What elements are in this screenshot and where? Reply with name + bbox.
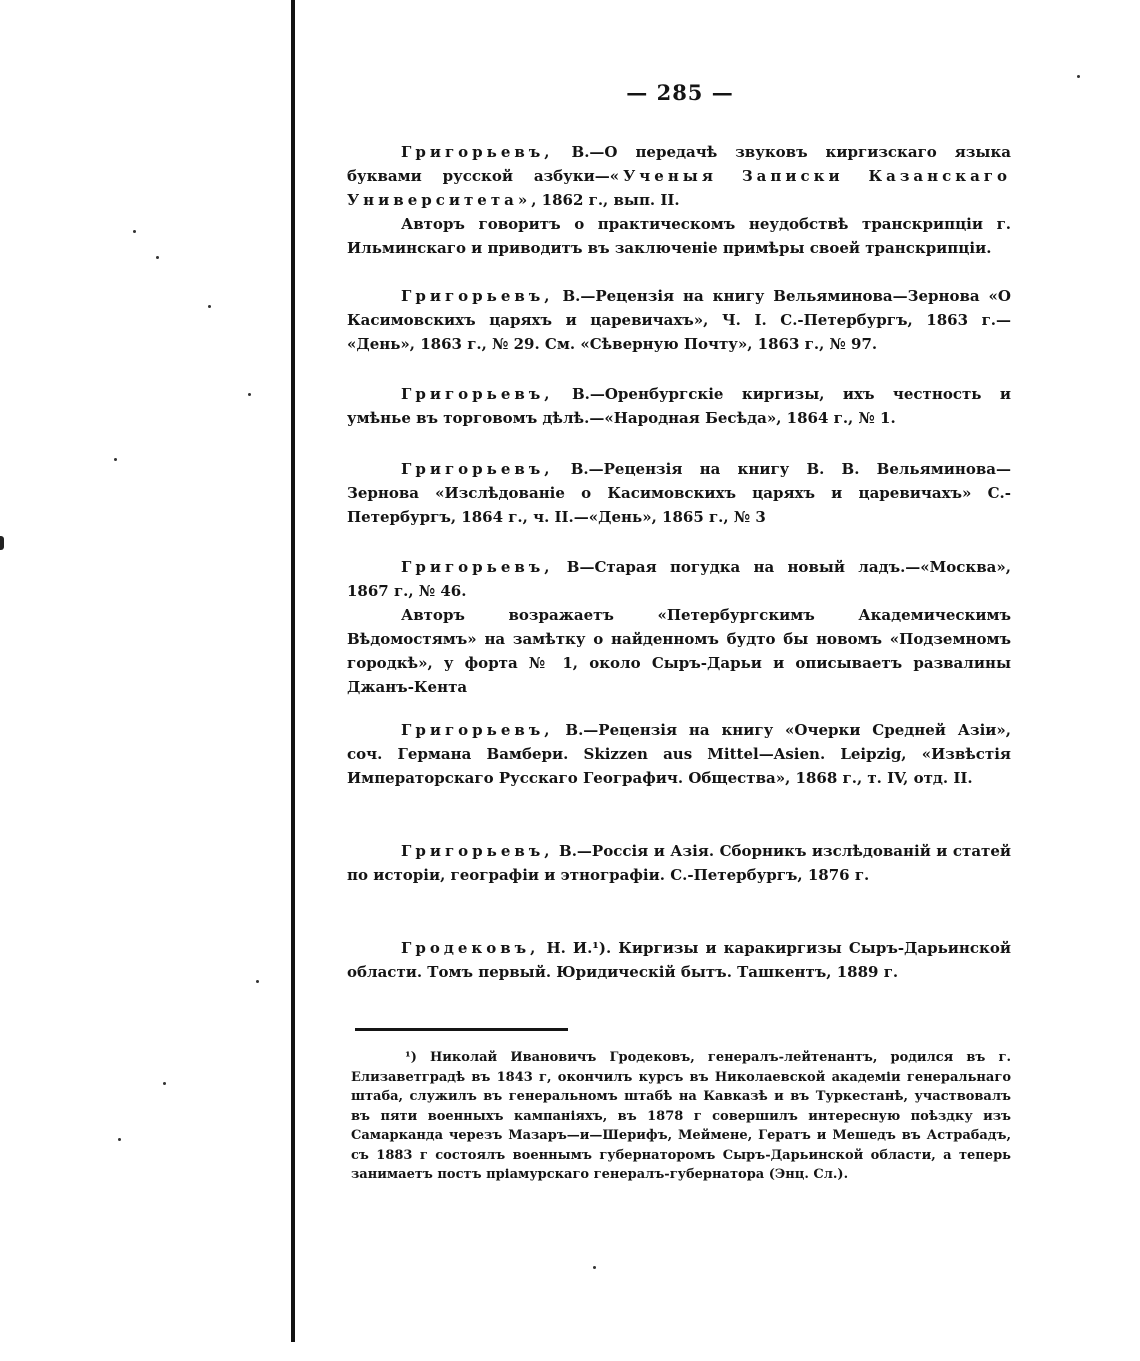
bibliography-entry [347,839,1011,887]
entry-author: Григорьевъ, [401,721,554,739]
scan-speck [163,1082,166,1085]
scan-speck [593,1266,596,1269]
bibliography-entry [347,140,1011,260]
bibliography-entry [347,382,1011,430]
page-gutter-line [291,0,295,1342]
entry-author: Григорьевъ, [401,287,554,305]
page-number: — 285 — [626,80,734,105]
bibliography-entry [347,555,1011,699]
bibliography-entry [347,284,1011,356]
scan-edge-mark [0,536,4,550]
entry-text: Н. И.¹). Киргизы и каракиргизы Сыръ-Дарьинской области. Томъ первый. Юридическій бытъ. Ташкентъ, 1889 г. [347,939,1011,981]
entry-author: Григорьевъ, [401,143,554,161]
scan-speck [118,1138,121,1141]
entry-author: Григорьевъ, [401,460,554,478]
footnote-text: Николай Ивановичъ Гродековъ, генералъ-лейтенантъ, родился въ г. Елизаветградѣ въ 1843 г, окончилъ курсъ въ Николаевской академіи генеральнаго штаба, служилъ въ генеральномъ штабѣ на Кавказѣ и въ Туркестанѣ, участвовалъ въ пяти военныхъ кампаніяхъ, въ 1878 г совершилъ интересную поѣздку изъ Самарканда черезъ Мазаръ—и—Шерифъ, Меймене, Гератъ и Мешедъ въ Астрабадъ, съ 1883 г состоялъ военнымъ губернаторомъ Сыръ-Дарьинской области, а теперь занимаетъ постъ пріамурскаго генералъ-губернатора (Энц. Сл.). [351,1050,1011,1182]
footnote-rule [355,1028,568,1031]
entry-note: Авторъ возражаетъ «Петербургскимъ Академическимъ Вѣдомостямъ» на замѣтку о найденномъ будто бы новомъ «Подземномъ городкѣ», у форта № 1, около Сыръ-Дарьи и описываетъ развалины Джанъ-Кента [347,606,1011,696]
entry-note: Авторъ говоритъ о практическомъ неудобствѣ транскрипціи г. Ильминскаго и приводитъ въ заключеніе примѣры своей транскрипціи. [347,215,1011,257]
scan-speck [1077,75,1080,78]
footnote [351,1048,1011,1185]
entry-author: Григорьевъ, [401,842,554,860]
entry-text: , 1862 г., вып. II. [531,191,680,209]
scan-speck [208,305,211,308]
entry-text: В.—Рецензія на книгу «Очерки Средней Азіи», соч. Германа Вамбери. Skizzen aus Mittel—Asien. Leipzig, «Извѣстія Императорскаго Русскаго Географич. Общества», 1868 г., т. IV, отд. II. [347,721,1011,787]
entry-author: Григорьевъ, [401,558,554,576]
footnote-marker: ¹) [405,1050,417,1065]
bibliography-entry [347,718,1011,790]
entry-author: Гродековъ, [401,939,540,957]
scan-speck [248,393,251,396]
entry-text: «Ученыя Записки Казанскаго Университета» [347,167,1011,209]
entry-text: В.—Оренбургскіе киргизы, ихъ честность и умѣнье въ торговомъ дѣлѣ.—«Народная Бесѣда», 1864 г., № 1. [347,385,1011,427]
scan-speck [133,230,136,233]
entry-author: Григорьевъ, [401,385,554,403]
entry-text: В.—Россія и Азія. Сборникъ изслѣдованій и статей по исторіи, географіи и этнографіи. С.-Петербургъ, 1876 г. [347,842,1012,884]
entry-text: В.—Рецензія на книгу В. В. Вельяминова—Зернова «Изслѣдованіе о Касимовскихъ царяхъ и царевичахъ» С.-Петербургъ, 1864 г., ч. II.—«День», 1865 г., № 3 [347,460,1011,526]
bibliography-entry [347,457,1011,529]
entry-text: В.—О передачѣ звуковъ киргизскаго языка буквами русской азбуки— [347,143,1011,185]
scan-speck [156,256,159,259]
entry-text: В—Старая погудка на новый ладъ.—«Москва», 1867 г., № 46. [347,558,1011,600]
entry-text: В.—Рецензія на книгу Вельяминова—Зернова «О Касимовскихъ царяхъ и царевичахъ», Ч. I. С.-Петербургъ, 1863 г.— «День», 1863 г., № 29. См. «Сѣверную Почту», 1863 г., № 97. [347,287,1011,353]
scan-speck [256,980,259,983]
scan-speck [114,458,117,461]
bibliography-entry [347,936,1011,984]
